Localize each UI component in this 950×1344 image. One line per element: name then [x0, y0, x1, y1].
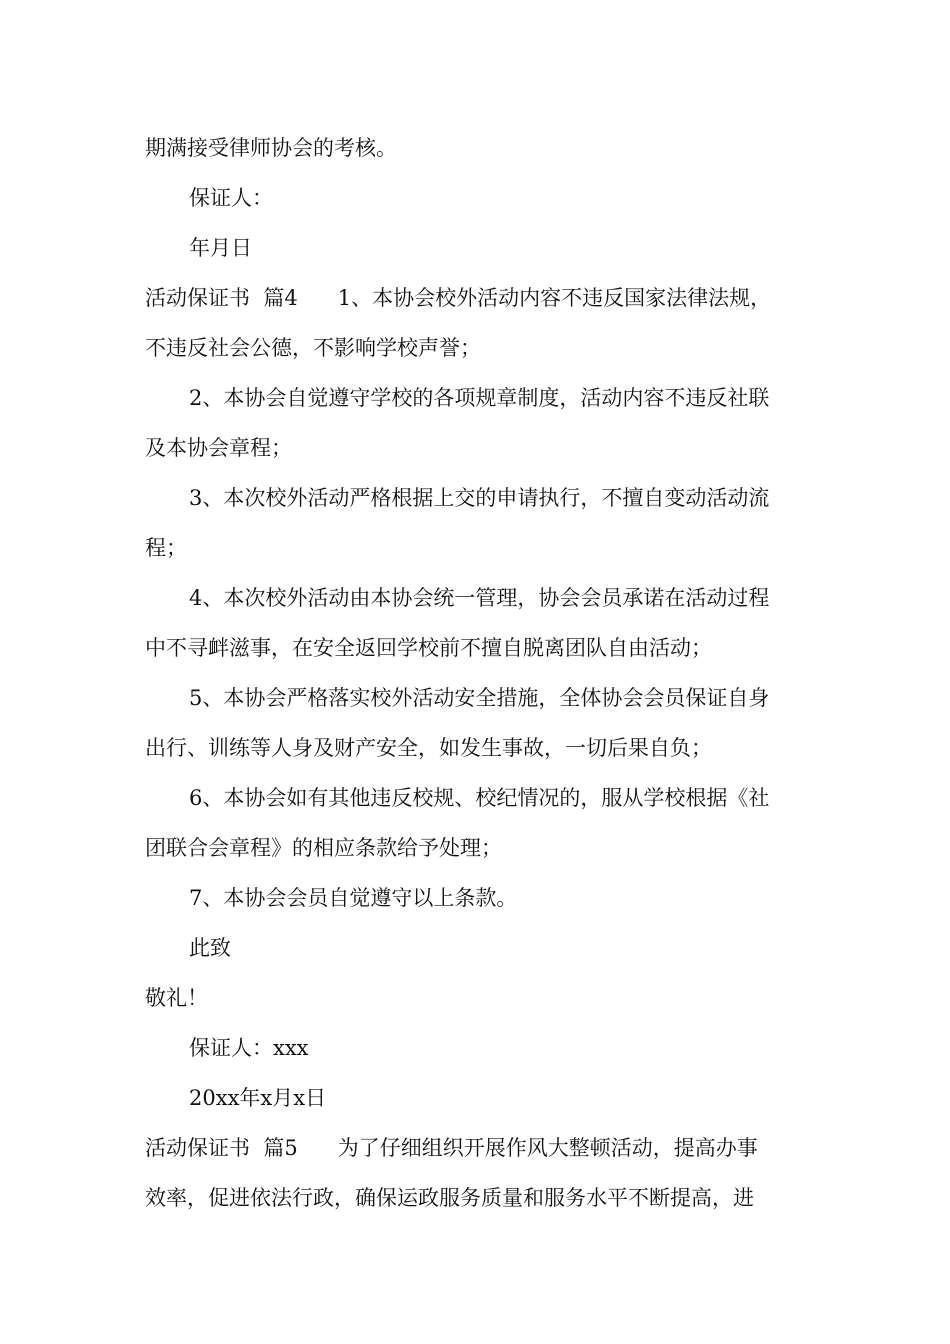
text-line: 2、本协会自觉遵守学校的各项规章制度，活动内容不违反社联: [189, 386, 770, 410]
text-line: 期满接受律师协会的考核。: [145, 136, 397, 160]
text-line: 及本协会章程；: [145, 436, 292, 460]
date-line: 20xx年x月x日: [189, 1086, 327, 1110]
text-line: 中不寻衅滋事，在安全返回学校前不擅自脱离团队自由活动；: [145, 636, 712, 660]
text-line: 效率，促进依法行政，确保运政服务质量和服务水平不断提高，进: [145, 1186, 754, 1210]
text-line: 5、本协会严格落实校外活动安全措施，全体协会会员保证自身: [189, 686, 770, 710]
closing-line: 此致: [189, 936, 231, 960]
text-line: 3、本次校外活动严格根据上交的申请执行，不擅自变动活动流: [189, 486, 770, 510]
closing-line: 敬礼！: [145, 986, 208, 1010]
signature-label: 保证人：: [189, 186, 273, 210]
date-line: 年月日: [189, 236, 252, 260]
section-heading-line: 活动保证书 篇4 1、本协会校外活动内容不违反国家法律法规，: [145, 286, 772, 310]
text-line: 程；: [145, 536, 187, 560]
text-line: 4、本次校外活动由本协会统一管理，协会会员承诺在活动过程: [189, 586, 770, 610]
text-line: 团联合会章程》的相应条款给予处理；: [145, 836, 502, 860]
text-line: 出行、训练等人身及财产安全，如发生事故，一切后果自负；: [145, 736, 712, 760]
section-heading-line: 活动保证书 篇5 为了仔细组织开展作风大整顿活动，提高办事: [145, 1136, 758, 1160]
text-line: 7、本协会会员自觉遵守以上条款。: [189, 886, 518, 910]
text-line: 不违反社会公德，不影响学校声誉；: [145, 336, 481, 360]
text-line: 6、本协会如有其他违反校规、校纪情况的，服从学校根据《社: [189, 786, 770, 810]
signature-label: 保证人：xxx: [189, 1036, 309, 1060]
